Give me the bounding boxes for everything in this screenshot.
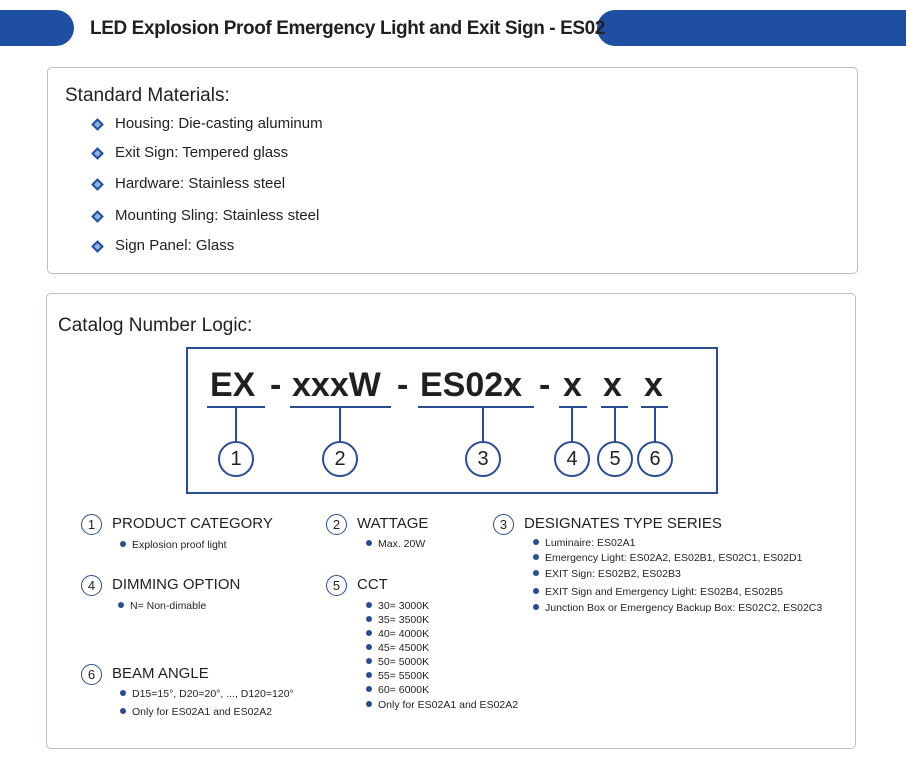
segment-cct: x <box>603 366 622 404</box>
legend-bullet: 40= 4000K <box>378 628 430 640</box>
diamond-bullet-icon <box>91 118 104 131</box>
number-circle: 5 <box>597 441 633 477</box>
legend-title: WATTAGE <box>357 515 429 532</box>
legend-bullet: 45= 4500K <box>378 642 430 654</box>
segment-beam: x <box>644 366 663 404</box>
segment-dash: - <box>539 366 551 404</box>
diamond-bullet-icon <box>91 210 104 223</box>
materials-heading: Standard Materials: <box>65 85 230 106</box>
segment-dimming: x <box>563 366 582 404</box>
header-bar-left <box>0 10 74 46</box>
segment-underline <box>559 406 587 408</box>
legend-bullet: Explosion proof light <box>132 539 227 551</box>
connector-line <box>614 406 616 442</box>
legend-title: BEAM ANGLE <box>112 665 209 682</box>
legend-bullet: EXIT Sign and Emergency Light: ES02B4, ES02B5 <box>545 586 783 598</box>
diamond-bullet-icon <box>91 240 104 253</box>
legend-bullet: Emergency Light: ES02A2, ES02B1, ES02C1, ES02D1 <box>545 552 803 564</box>
legend-bullet: Only for ES02A1 and ES02A2 <box>132 706 273 718</box>
number-circle: 4 <box>554 441 590 477</box>
number-circle: 2 <box>322 441 358 477</box>
diamond-bullet-icon <box>91 178 104 191</box>
legend-bullet: Junction Box or Emergency Backup Box: ES02C2, ES02C3 <box>545 602 823 614</box>
legend-number-circle: 2 <box>326 514 347 535</box>
legend-number-circle: 4 <box>81 575 102 596</box>
number-circle: 1 <box>218 441 254 477</box>
segment-dash: - <box>397 366 409 404</box>
segment-ex: EX <box>210 366 256 404</box>
legend-bullet: EXIT Sign: ES02B2, ES02B3 <box>545 568 681 580</box>
legend-bullet: 35= 3500K <box>378 614 430 626</box>
materials-panel: Standard Materials: Housing: Die-casting aluminum Exit Sign: Tempered glass Hardware: Stainless steel Mounting Sling: Stainless steel Sign Panel: Glass <box>47 67 858 274</box>
legend-bullet: 30= 3000K <box>378 600 430 612</box>
legend-title: DESIGNATES TYPE SERIES <box>524 515 722 532</box>
segment-wattage: xxxW <box>292 366 381 404</box>
connector-line <box>571 406 573 442</box>
legend-bullet: 60= 6000K <box>378 684 430 696</box>
legend-number-circle: 6 <box>81 664 102 685</box>
segment-dash: - <box>270 366 282 404</box>
connector-line <box>235 406 237 442</box>
legend-title: CCT <box>357 576 388 593</box>
legend-title: PRODUCT CATEGORY <box>112 515 273 532</box>
legend-bullet: 55= 5500K <box>378 670 430 682</box>
number-circle: 3 <box>465 441 501 477</box>
segment-series: ES02x <box>420 366 523 404</box>
legend-bullet: Only for ES02A1 and ES02A2 <box>378 699 519 711</box>
connector-line <box>339 406 341 442</box>
legend-title: DIMMING OPTION <box>112 576 241 593</box>
page-title: LED Explosion Proof Emergency Light and Exit Sign - ES02 <box>90 18 605 39</box>
connector-line <box>654 406 656 442</box>
legend-bullet: Max. 20W <box>378 538 426 550</box>
catalog-heading: Catalog Number Logic: <box>58 315 253 336</box>
legend-number-circle: 1 <box>81 514 102 535</box>
legend-bullet: N= Non-dimable <box>130 600 207 612</box>
legend-bullet: D15=15°, D20=20°, ..., D120=120° <box>132 688 294 700</box>
connector-line <box>482 406 484 442</box>
legend-number-circle: 5 <box>326 575 347 596</box>
legend-bullet: Luminaire: ES02A1 <box>545 537 636 549</box>
legend-bullet: 50= 5000K <box>378 656 430 668</box>
legend-number-circle: 3 <box>493 514 514 535</box>
number-circle: 6 <box>637 441 673 477</box>
diamond-bullet-icon <box>91 147 104 160</box>
segment-underline <box>418 406 534 408</box>
header-bar-right <box>597 10 906 46</box>
